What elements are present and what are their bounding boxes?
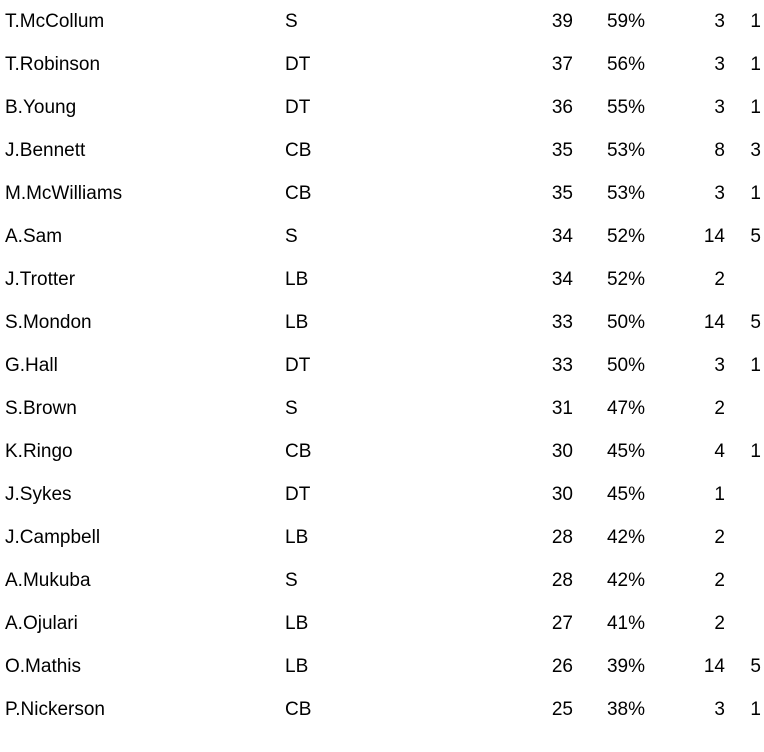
player-name-cell: S.Mondon: [5, 312, 92, 333]
table-row: [0, 129, 764, 172]
special-teams-snaps-cell: 14: [703, 312, 725, 333]
special-teams-snaps-cell: 3: [714, 11, 725, 32]
table-row: [0, 215, 764, 258]
snaps-cell: 36: [551, 97, 573, 118]
player-name-cell: P.Nickerson: [5, 699, 105, 720]
position-cell: DT: [285, 54, 311, 75]
snaps-cell: 33: [551, 355, 573, 376]
position-cell: DT: [285, 484, 311, 505]
special-teams-snaps-cell: 2: [714, 613, 725, 634]
special-teams-percent-cell: 1: [750, 183, 761, 204]
table-row: [0, 387, 764, 430]
position-cell: LB: [285, 312, 309, 333]
snap-percent-cell: 50%: [606, 355, 645, 376]
special-teams-percent-cell: 1: [750, 54, 761, 75]
snaps-cell: 37: [551, 54, 573, 75]
special-teams-percent-cell: [725, 258, 764, 301]
table-row: [0, 43, 764, 86]
snaps-cell: 28: [551, 527, 573, 548]
special-teams-percent-cell: 5: [750, 656, 761, 677]
special-teams-percent-cell: 1: [750, 11, 761, 32]
table-row: [0, 645, 764, 688]
special-teams-snaps-cell: 2: [714, 398, 725, 419]
table-row: [0, 602, 764, 645]
snap-percent-cell: 41%: [606, 613, 645, 634]
special-teams-percent-cell: [725, 516, 764, 559]
special-teams-snaps-cell: 4: [714, 441, 725, 462]
player-name-cell: J.Sykes: [5, 484, 72, 505]
table-row: [0, 430, 764, 473]
position-cell: S: [285, 570, 298, 591]
table-row: [0, 0, 764, 43]
snap-percent-cell: 38%: [606, 699, 645, 720]
position-cell: LB: [285, 656, 309, 677]
special-teams-percent-cell: [725, 559, 764, 602]
position-cell: CB: [285, 699, 312, 720]
special-teams-percent-cell: [725, 602, 764, 645]
special-teams-snaps-cell: 3: [714, 54, 725, 75]
table-row: [0, 516, 764, 559]
snaps-cell: 35: [551, 140, 573, 161]
player-name-cell: J.Bennett: [5, 140, 86, 161]
special-teams-snaps-cell: 2: [714, 570, 725, 591]
table-row: [0, 688, 764, 731]
special-teams-snaps-cell: 2: [714, 269, 725, 290]
snaps-cell: 39: [551, 11, 573, 32]
snap-percent-cell: 42%: [606, 527, 645, 548]
table-row: [0, 344, 764, 387]
snaps-cell: 33: [551, 312, 573, 333]
table-row: [0, 86, 764, 129]
position-cell: LB: [285, 527, 309, 548]
special-teams-snaps-cell: 3: [714, 699, 725, 720]
position-cell: S: [285, 11, 298, 32]
snap-percent-cell: 55%: [606, 97, 645, 118]
special-teams-snaps-cell: 2: [714, 527, 725, 548]
special-teams-percent-cell: 5: [750, 226, 761, 247]
snaps-cell: 34: [551, 269, 573, 290]
special-teams-percent-cell: 1: [750, 699, 761, 720]
special-teams-percent-cell: [725, 387, 764, 430]
position-cell: DT: [285, 97, 311, 118]
position-cell: CB: [285, 140, 312, 161]
snaps-cell: 35: [551, 183, 573, 204]
special-teams-percent-cell: [725, 473, 764, 516]
snap-percent-cell: 50%: [606, 312, 645, 333]
player-name-cell: T.McCollum: [5, 11, 105, 32]
special-teams-snaps-cell: 3: [714, 183, 725, 204]
player-name-cell: K.Ringo: [5, 441, 73, 462]
snap-percent-cell: 47%: [606, 398, 645, 419]
player-name-cell: A.Sam: [5, 226, 63, 247]
special-teams-percent-cell: 1: [750, 441, 761, 462]
snaps-cell: 31: [551, 398, 573, 419]
special-teams-snaps-cell: 8: [714, 140, 725, 161]
snap-percent-cell: 39%: [606, 656, 645, 677]
snap-percent-cell: 53%: [606, 183, 645, 204]
position-cell: CB: [285, 441, 312, 462]
position-cell: S: [285, 398, 298, 419]
player-name-cell: J.Trotter: [5, 269, 76, 290]
special-teams-percent-cell: 3: [750, 140, 761, 161]
snaps-cell: 30: [551, 441, 573, 462]
snap-percent-cell: 45%: [606, 441, 645, 462]
table-row: [0, 172, 764, 215]
snap-percent-cell: 42%: [606, 570, 645, 591]
player-name-cell: J.Campbell: [5, 527, 101, 548]
snap-percent-cell: 52%: [606, 226, 645, 247]
special-teams-snaps-cell: 3: [714, 97, 725, 118]
special-teams-percent-cell: 5: [750, 312, 761, 333]
snap-percent-cell: 59%: [606, 11, 645, 32]
snaps-cell: 25: [551, 699, 573, 720]
special-teams-snaps-cell: 14: [703, 226, 725, 247]
player-name-cell: B.Young: [5, 97, 77, 118]
position-cell: S: [285, 226, 298, 247]
player-name-cell: A.Mukuba: [5, 570, 91, 591]
special-teams-snaps-cell: 1: [714, 484, 725, 505]
snaps-cell: 27: [551, 613, 573, 634]
snaps-cell: 28: [551, 570, 573, 591]
special-teams-percent-cell: 1: [750, 97, 761, 118]
player-name-cell: O.Mathis: [5, 656, 82, 677]
snap-percent-cell: 52%: [606, 269, 645, 290]
table-row: [0, 258, 764, 301]
snaps-cell: 34: [551, 226, 573, 247]
player-name-cell: T.Robinson: [5, 54, 101, 75]
player-name-cell: G.Hall: [5, 355, 58, 376]
position-cell: LB: [285, 613, 309, 634]
special-teams-snaps-cell: 14: [703, 656, 725, 677]
table-row: [0, 301, 764, 344]
snaps-cell: 26: [551, 656, 573, 677]
table-row: [0, 559, 764, 602]
table-row: [0, 473, 764, 516]
player-name-cell: A.Ojulari: [5, 613, 78, 634]
position-cell: DT: [285, 355, 311, 376]
position-cell: LB: [285, 269, 309, 290]
position-cell: CB: [285, 183, 312, 204]
snaps-cell: 30: [551, 484, 573, 505]
player-name-cell: S.Brown: [5, 398, 77, 419]
player-name-cell: M.McWilliams: [5, 183, 123, 204]
special-teams-snaps-cell: 3: [714, 355, 725, 376]
snap-percent-cell: 56%: [606, 54, 645, 75]
special-teams-percent-cell: 1: [750, 355, 761, 376]
snap-percent-cell: 45%: [606, 484, 645, 505]
snap-percent-cell: 53%: [606, 140, 645, 161]
